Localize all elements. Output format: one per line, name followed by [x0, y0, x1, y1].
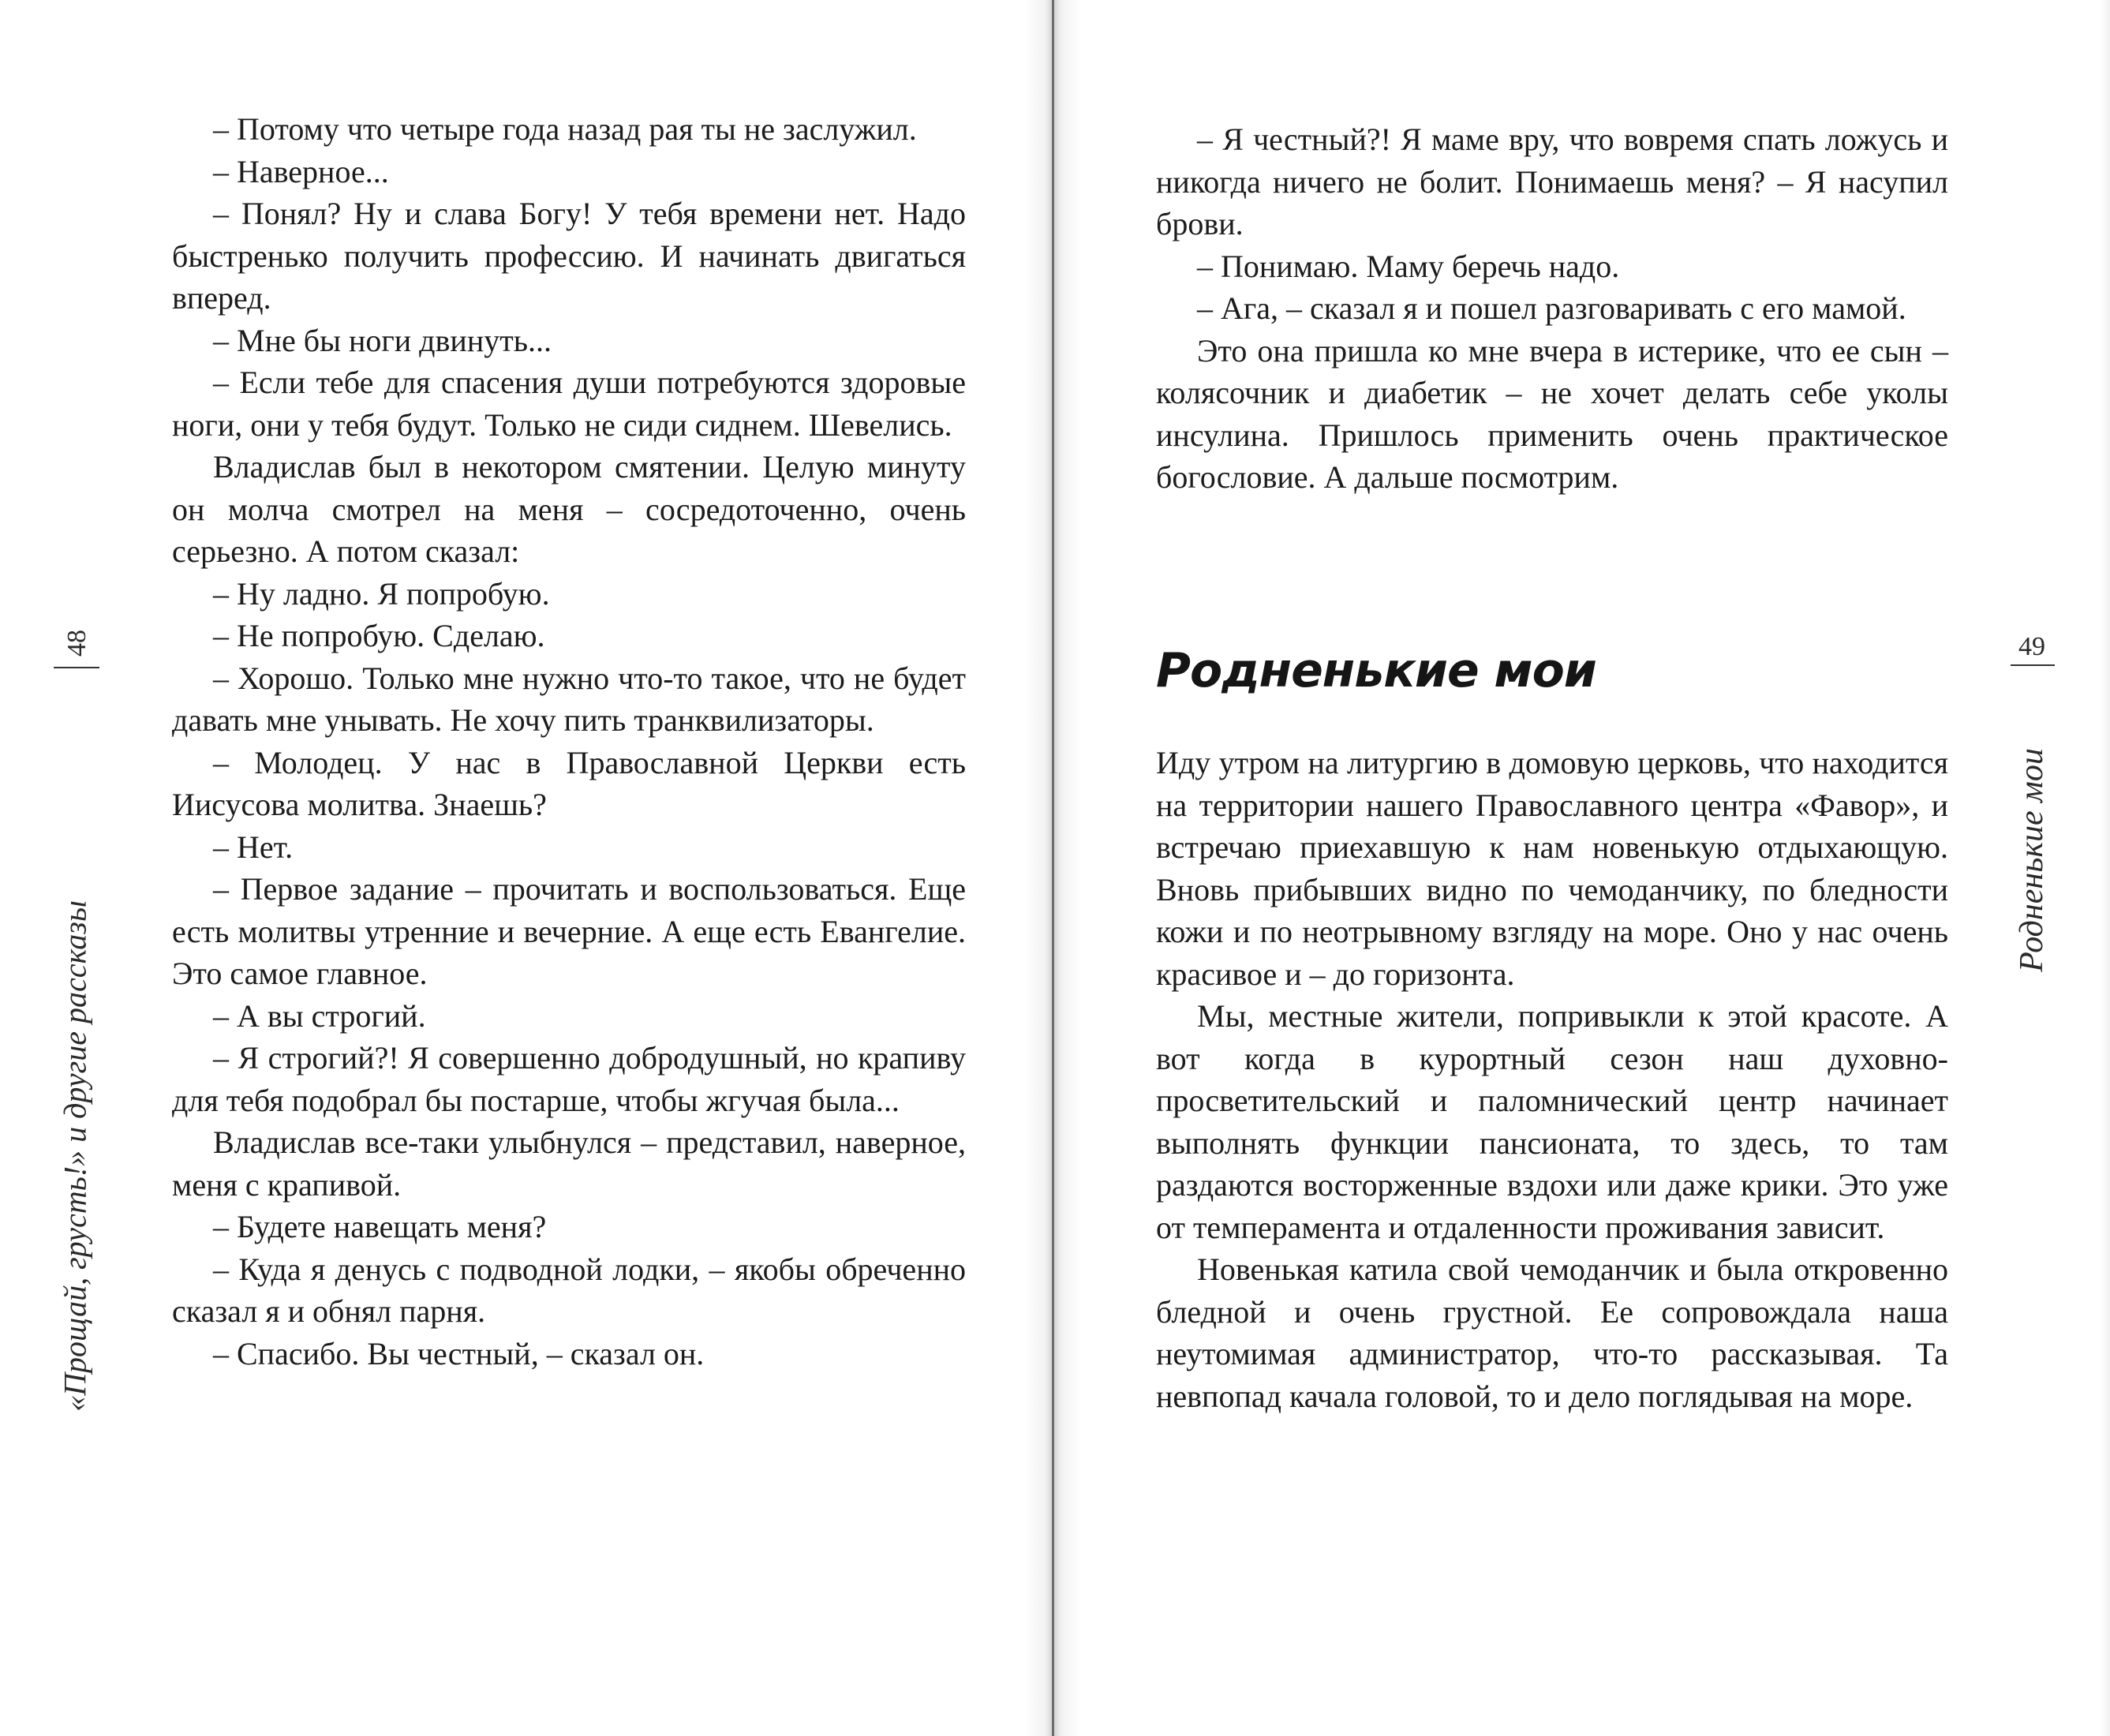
paragraph: – Я честный?! Я маме вру, что вовремя спать ложусь и никогда ничего не болит. Понимаешь меня? – Я насупил брови. [1156, 122, 1948, 241]
paragraph: – Хорошо. Только мне нужно что-то такое, что не будет давать мне унывать. Не хочу пить транквилизаторы. [172, 660, 966, 738]
paragraph: – Будете навещать меня? [213, 1209, 547, 1244]
right-page-body-bottom [1156, 742, 1948, 1417]
paragraph: – Я строгий?! Я совершенно добродушный, но крапиву для тебя подобрал бы постарше, чтобы жгучая была... [172, 1040, 966, 1118]
spine-line [1052, 0, 1054, 1736]
paragraph: Владислав все-таки улыбнулся – представил, наверное, меня с крапивой. [172, 1124, 966, 1203]
paragraph: Новенькая катила свой чемоданчик и была откровенно бледной и очень грустной. Ее сопровождала наша неутомимая администратор, что-то рассказывая. Та невпопад качала головой, то и дело поглядывая на море. [1156, 1251, 1948, 1414]
running-head-rule-right [2011, 664, 2055, 666]
paragraph: Мы, местные жители, попривыкли к этой красоте. А вот когда в курортный сезон наш духовно-просветительский и паломнический центр начинает выполнять функции пансионата, то здесь, то там раздаются восторженные вздохи или даже крики. Это уже от темперамента и отдаленности проживания зависит. [1156, 998, 1948, 1245]
paragraph: – Первое задание – прочитать и воспользоваться. Еще есть молитвы утренние и вечерние. А еще есть Евангелие. Это самое главное. [172, 871, 966, 991]
paragraph: – Ага, – сказал я и пошел разговаривать с его мамой. [1197, 290, 1906, 326]
left-page-body [172, 108, 966, 1375]
chapter-title: Родненькие мои [1156, 643, 1596, 698]
running-head-left [51, 631, 99, 1681]
running-head-right-text: Родненькие мои [2014, 748, 2050, 972]
paragraph: – Нет. [213, 829, 294, 865]
page-number-right [2008, 627, 2056, 667]
paragraph: – Если тебе для спасения души потребуются здоровые ноги, они у тебя будут. Только не сиди сиднем. Шевелись. [172, 365, 966, 443]
running-head-right [2008, 667, 2056, 1053]
running-head-left-text: «Прощай, грусть!» и другие рассказы [57, 900, 93, 1412]
paragraph: – Куда я денусь с подводной лодки, – якобы обреченно сказал я и обнял парня. [172, 1251, 966, 1329]
paragraph: – Потому что четыре года назад рая ты не заслужил. [213, 111, 917, 147]
paragraph: – Молодец. У нас в Православной Церкви есть Иисусова молитва. Знаешь? [172, 744, 966, 822]
paragraph: Это она пришла ко мне вчера в истерике, что ее сын – колясочник и диабетик – не хочет делать себе уколы инсулина. Пришлось применить очень практическое богословие. А дальше посмотрим. [1156, 332, 1948, 495]
paragraph: – Мне бы ноги двинуть... [213, 322, 552, 358]
paragraph: – Спасибо. Вы честный, – сказал он. [213, 1335, 705, 1371]
paragraph: – Ну ладно. Я попробую. [213, 575, 550, 612]
paragraph: – А вы строгий. [213, 997, 426, 1034]
right-page-body-top [1156, 118, 1948, 499]
paragraph: Владислав был в некотором смятении. Целую минуту он молча смотрел на меня – сосредоточенно, очень серьезно. А потом сказал: [172, 449, 966, 569]
paragraph: Иду утром на литургию в домовую церковь, что находится на территории нашего Православного центра «Фавор», и встречаю приехавшую к нам новенькую отдыхающую. Вновь прибывших видно по чемоданчику, по бледности кожи и по неотрывному взгляду на море. Оно у нас очень красивое и – до горизонта. [1156, 745, 1948, 992]
page-number-right-text: 49 [2018, 632, 2045, 661]
paragraph: – Наверное... [213, 153, 389, 189]
page-number-left-text: 48 [62, 630, 92, 657]
paragraph: – Понимаю. Маму беречь надо. [1197, 248, 1620, 284]
paragraph: – Понял? Ну и слава Богу! У тебя времени нет. Надо быстренько получить профессию. И начинать двигаться вперед. [172, 196, 966, 316]
paragraph: – Не попробую. Сделаю. [213, 618, 545, 653]
page-edge [2101, 0, 2110, 1736]
